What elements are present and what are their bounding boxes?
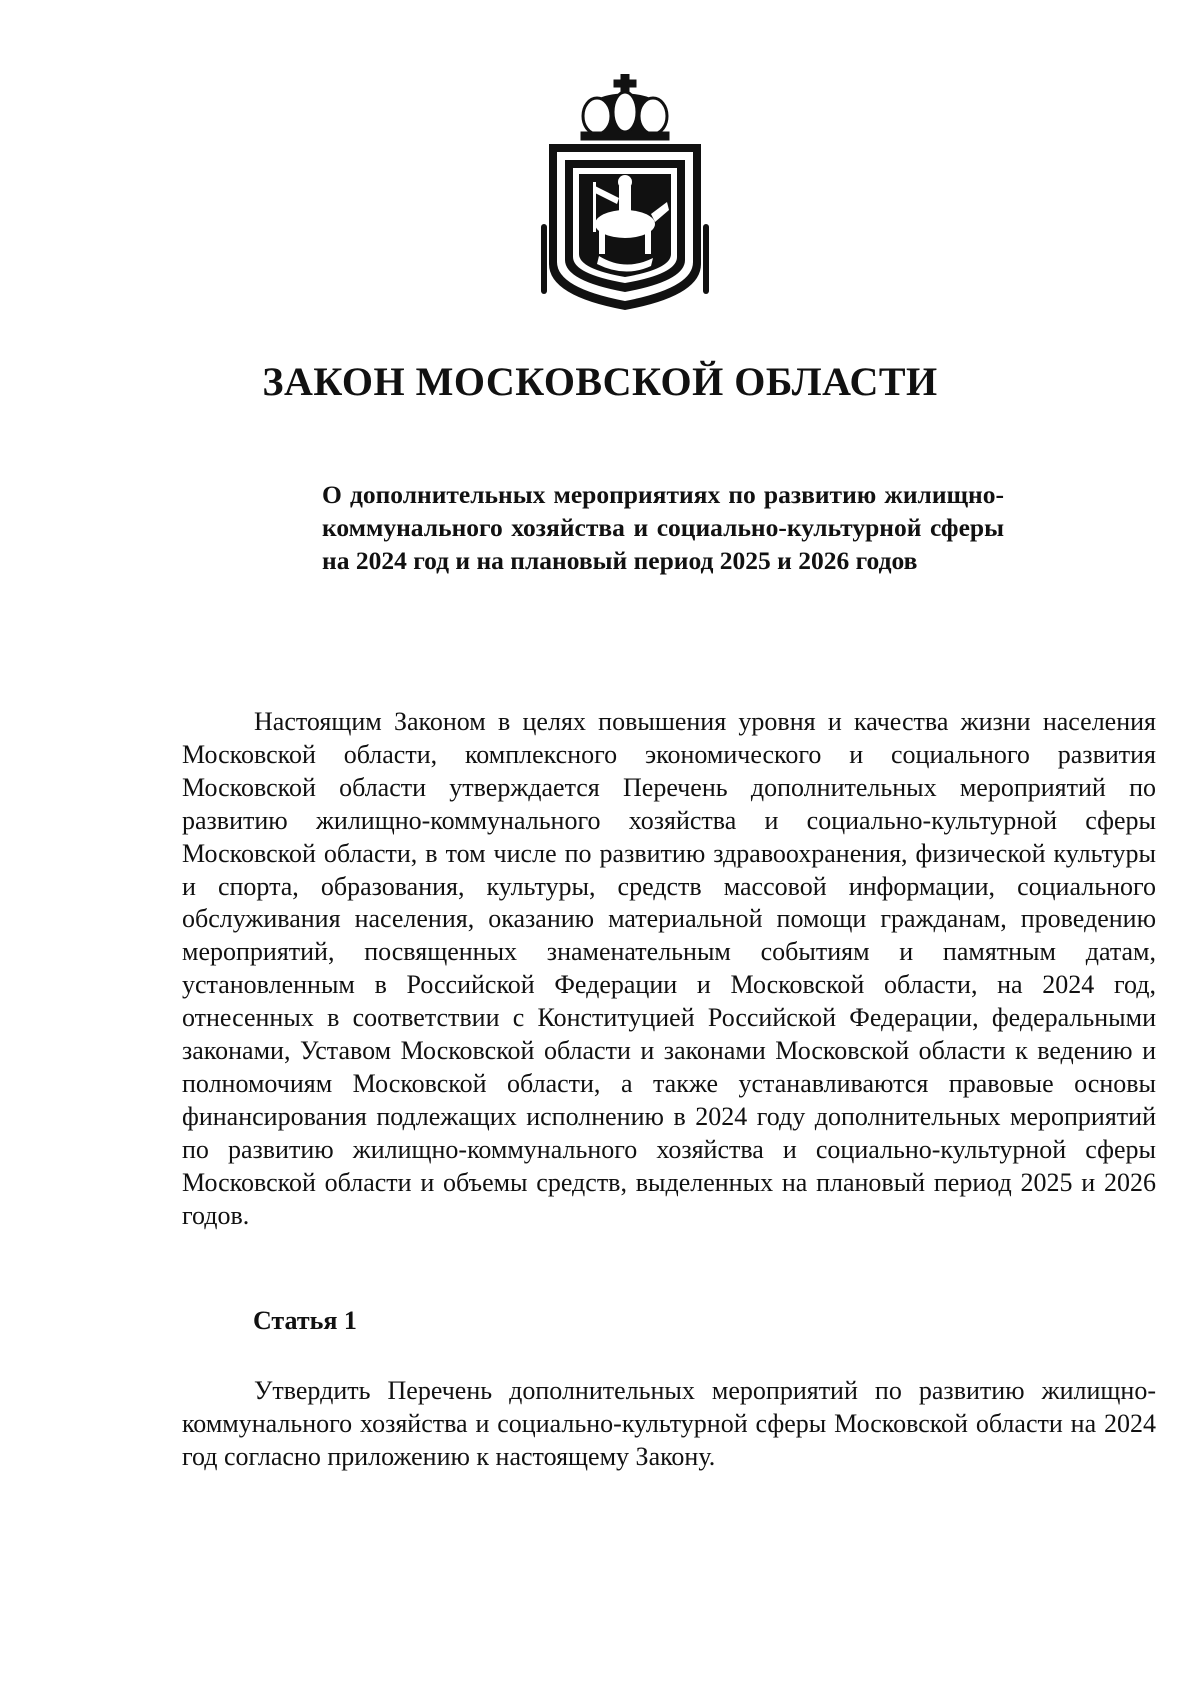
law-subject: О дополнительных мероприятиях по развитию жилищно-коммунального хозяйства и социально-культурной сферы на 2024 год и на плановый период 2025 и 2026 годов <box>322 480 1004 575</box>
document-title: ЗАКОН МОСКОВСКОЙ ОБЛАСТИ <box>262 359 938 404</box>
coat-of-arms-icon <box>535 74 715 314</box>
preamble-paragraph: Настоящим Законом в целях повышения уровня и качества жизни населения Московской области, комплексного экономического и социального развития Московской области утверждается Перечень дополнительных мероприятий по развитию жилищно-коммунального хозяйства и социально-культурной сферы Московской области, в том числе по развитию здравоохранения, физической культуры и спорта, образования, культуры, средств массовой информации, социального обслуживания населения, оказанию материальной помощи гражданам, проведению мероприятий, посвященных знаменательным событиям и памятным датам, установленным в Российской Федерации и Московской области, на 2024 год, отнесенных в соответствии с Конституцией Российской Федерации, федеральными законами, Уставом Московской области и законами Московской области к ведению и полномочиям Московской области, а также устанавливаются правовые основы финансирования подлежащих исполнению в 2024 году дополнительных мероприятий по развитию жилищно-коммунального хозяйства и социально-культурной сферы Московской области и объемы средств, выделенных на плановый период 2025 и 2026 годов. <box>182 707 1156 1230</box>
article-1-heading: Статья 1 <box>253 1306 357 1335</box>
article-1-text: Утвердить Перечень дополнительных мероприятий по развитию жилищно-коммунального хозяйства и социально-культурной сферы Московской области на 2024 год согласно приложению к настоящему Закону. <box>182 1376 1156 1471</box>
